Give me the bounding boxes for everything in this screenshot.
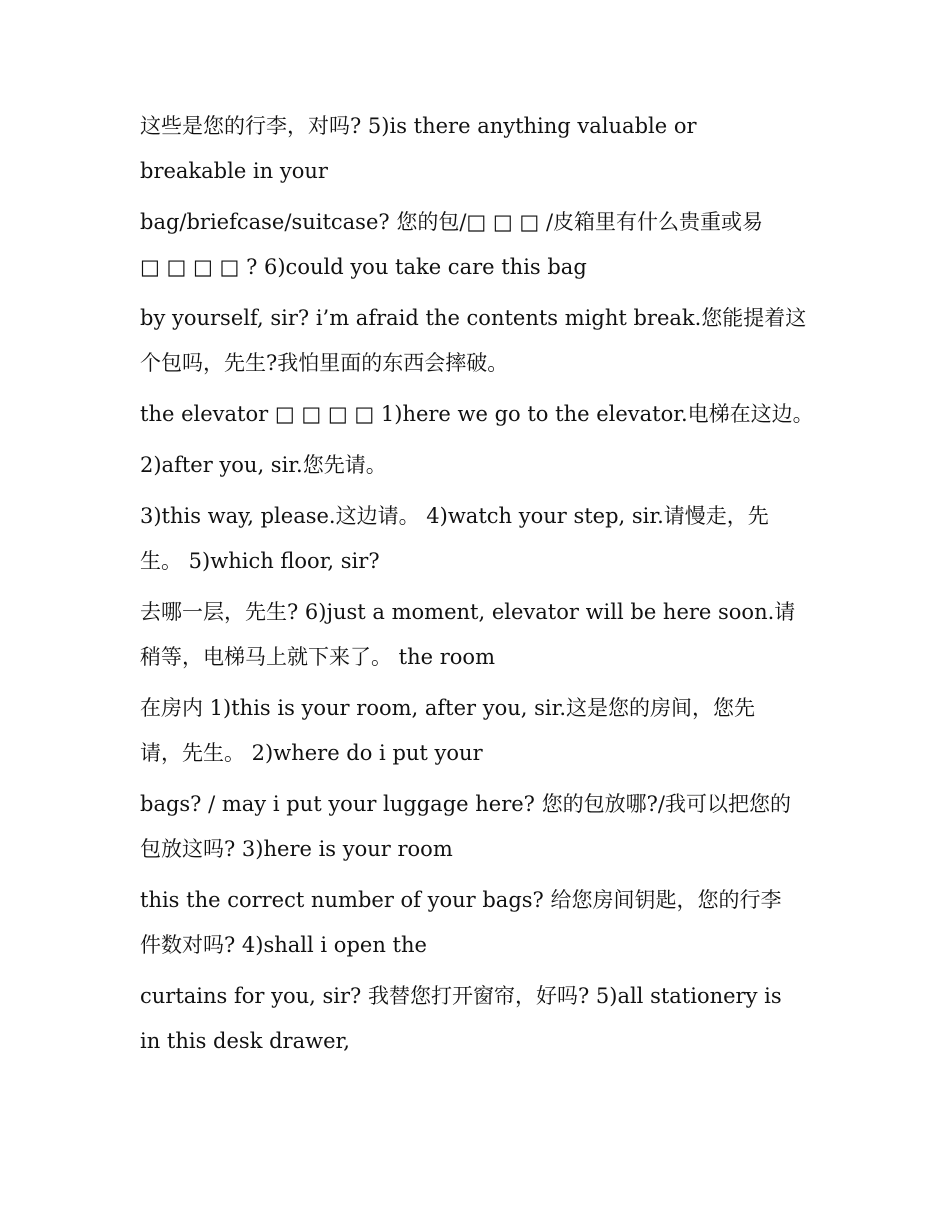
text-line: 生。 5)which floor, sir? <box>140 549 380 573</box>
paragraph <box>140 494 820 584</box>
text-line: 3)this way, please.这边请。 4)watch your step, sir.请慢走，先 <box>140 504 769 528</box>
text-line: 2)after you, sir.您先请。 <box>140 453 387 477</box>
paragraph <box>140 686 820 776</box>
document-body <box>140 104 820 1070</box>
paragraph <box>140 590 820 680</box>
paragraph <box>140 878 820 968</box>
paragraph <box>140 296 820 386</box>
text-line: 稍等，电梯马上就下来了。 the room <box>140 645 495 669</box>
text-line: 在房内 1)this is your room, after you, sir.这是您的房间，您先 <box>140 696 756 720</box>
text-line: 请，先生。 2)where do i put your <box>140 741 483 765</box>
text-line: □ □ □ □ ? 6)could you take care this bag <box>140 255 587 279</box>
text-line: breakable in your <box>140 159 328 183</box>
text-line: this the correct number of your bags? 给您房间钥匙，您的行李 <box>140 888 782 912</box>
paragraph <box>140 782 820 872</box>
paragraph <box>140 443 820 488</box>
text-line: 件数对吗? 4)shall i open the <box>140 933 427 957</box>
text-line: bags? / may i put your luggage here? 您的包放哪?/我可以把您的 <box>140 792 791 816</box>
text-line: 这些是您的行李，对吗? 5)is there anything valuable or <box>140 114 697 138</box>
paragraph <box>140 392 820 437</box>
text-line: 个包吗，先生?我怕里面的东西会摔破。 <box>140 351 509 375</box>
text-line: 包放这吗? 3)here is your room <box>140 837 453 861</box>
text-line: the elevator □ □ □ □ 1)here we go to the elevator.电梯在这边。 <box>140 402 814 426</box>
text-line: bag/briefcase/suitcase? 您的包/□ □ □ /皮箱里有什么贵重或易 <box>140 210 764 234</box>
text-line: in this desk drawer, <box>140 1029 350 1053</box>
text-line: curtains for you, sir? 我替您打开窗帘，好吗? 5)all stationery is <box>140 984 782 1008</box>
paragraph <box>140 974 820 1064</box>
text-line: 去哪一层，先生? 6)just a moment, elevator will be here soon.请 <box>140 600 796 624</box>
text-line: by yourself, sir? i’m afraid the contents might break.您能提着这 <box>140 306 807 330</box>
paragraph <box>140 104 820 194</box>
paragraph <box>140 200 820 290</box>
